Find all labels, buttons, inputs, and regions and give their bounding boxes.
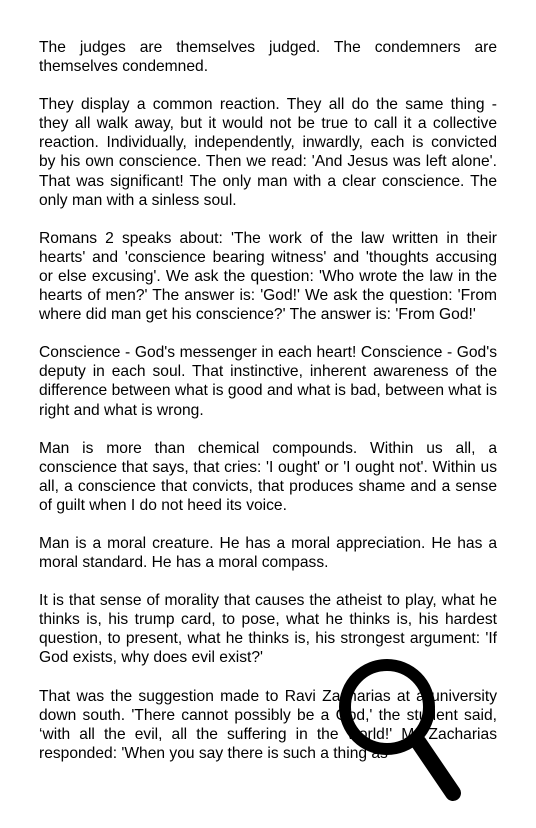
paragraph: The judges are themselves judged. The condemners are themselves condemned. (39, 39, 497, 76)
magnifier-icon[interactable] (335, 655, 470, 805)
paragraph: Man is a moral creature. He has a moral appreciation. He has a moral standard. He has a moral compass. (39, 534, 497, 572)
paragraph: That was the suggestion made to Ravi Zacharias at a university down south. 'There cannot possibly be a God,' the student said, ‘with all the evil, all the suffering in the world!' Mr Zacharias responded: 'When you say there is such a thing as (39, 687, 497, 762)
paragraph: Romans 2 speaks about: 'The work of the law written in their hearts' and 'conscience bearing witness' and 'thoughts accusing or else excusing'. We ask the question: 'Who wrote the law in the hearts of men?' The answer is: 'God!' We ask the question: 'From where did man get his conscience?' The answer is: 'From God!' (39, 229, 497, 324)
paragraph: Man is more than chemical compounds. Within us all, a conscience that says, that cries: 'I ought' or 'I ought not'. Within us all, a conscience that convicts, that produces shame and a sense of guilt when I do not heed its voice. (39, 439, 497, 514)
paragraph: It is that sense of morality that causes the atheist to play, what he thinks is, his trump card, to pose, what he thinks is, his hardest question, to present, what he thinks is, his strongest argument: 'If God exists, why does evil exist?' (39, 592, 497, 667)
paragraph: They display a common reaction. They all do the same thing - they all walk away, but it would not be true to call it a collective reaction. Individually, independently, inwardly, each is convicted by his own conscience. Then we read: 'And Jesus was left alone'. That was significant! The only man with a clear conscience. The only man with a sinless soul. (39, 96, 497, 209)
paragraph: Conscience - God's messenger in each heart! Conscience - God's deputy in each soul. That instinctive, inherent awareness of the difference between what is good and what is bad, between what is right and what is wrong. (39, 344, 497, 419)
magnifier-handle (419, 743, 453, 793)
